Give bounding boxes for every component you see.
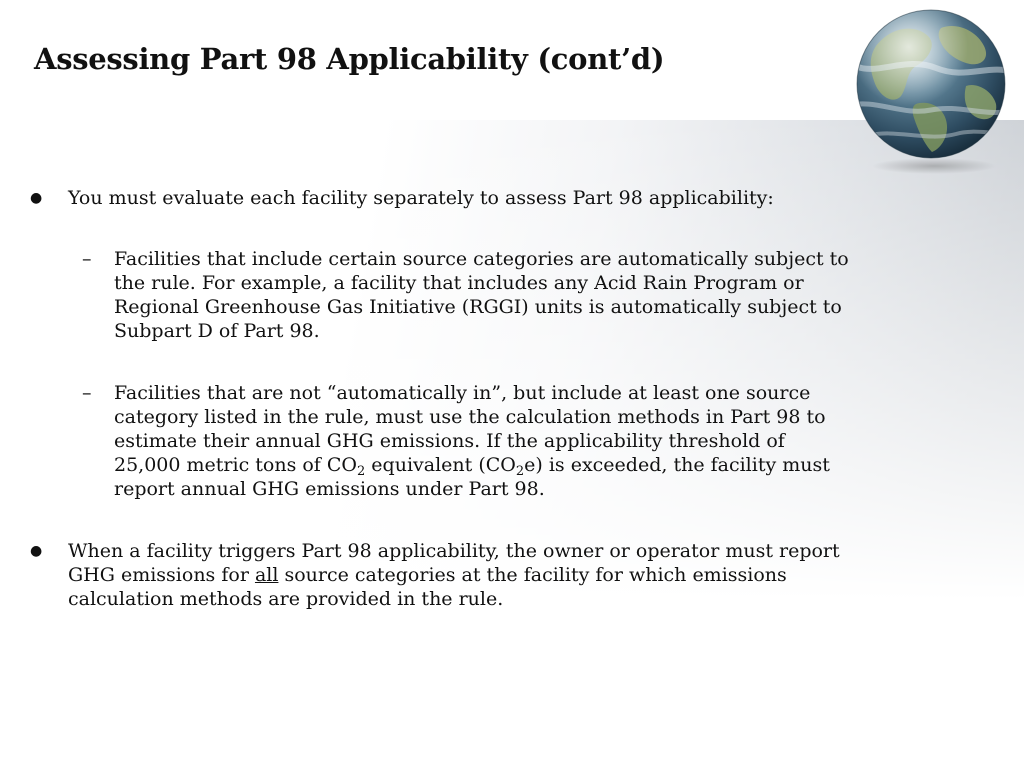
sub-bullet-line: the rule. For example, a facility that includes any Acid Rain Program or <box>114 272 804 294</box>
sub-bullet-line: category listed in the rule, must use the calculation methods in Part 98 to <box>114 406 826 428</box>
slide-title: Assessing Part 98 Applicability (cont’d) <box>34 42 665 76</box>
bullet-text: You must evaluate each facility separately to assess Part 98 applicability: <box>68 187 774 209</box>
sub-bullet-item <box>30 247 980 343</box>
emphasis-underline: all <box>254 564 279 586</box>
subscript: 2 <box>356 464 366 479</box>
sub-bullet-line: Subpart D of Part 98. <box>114 320 320 342</box>
sub-bullet-line: estimate their annual GHG emissions. If the applicability threshold of <box>114 430 785 452</box>
bullet-line: GHG emissions for <box>68 564 255 586</box>
subscript: 2 <box>515 464 525 479</box>
bullet-item <box>30 186 980 210</box>
bullet-marker: ● <box>30 190 43 206</box>
bullet-line: When a facility triggers Part 98 applicability, the owner or operator must report <box>68 540 840 562</box>
sub-bullet-line: Facilities that are not “automatically in”, but include at least one source <box>114 382 811 404</box>
globe-icon <box>846 6 1016 176</box>
sub-bullet-line: 25,000 metric tons of CO <box>114 454 357 476</box>
sub-bullet-line: e) is exceeded, the facility must <box>524 454 830 476</box>
bullet-marker: ● <box>30 543 43 559</box>
bullet-line: calculation methods are provided in the rule. <box>68 588 504 610</box>
sub-bullet-line: Facilities that include certain source categories are automatically subject to <box>114 248 849 270</box>
bullet-line: source categories at the facility for which emissions <box>278 564 787 586</box>
dash-marker: – <box>82 248 92 270</box>
dash-marker: – <box>82 382 92 404</box>
bullet-item <box>30 539 980 611</box>
sub-bullet-line: Regional Greenhouse Gas Initiative (RGGI) units is automatically subject to <box>114 296 842 318</box>
sub-bullet-item <box>30 381 980 501</box>
slide-body <box>30 186 980 611</box>
sub-bullet-line: equivalent (CO <box>365 454 516 476</box>
sub-bullet-line: report annual GHG emissions under Part 98. <box>114 478 545 500</box>
